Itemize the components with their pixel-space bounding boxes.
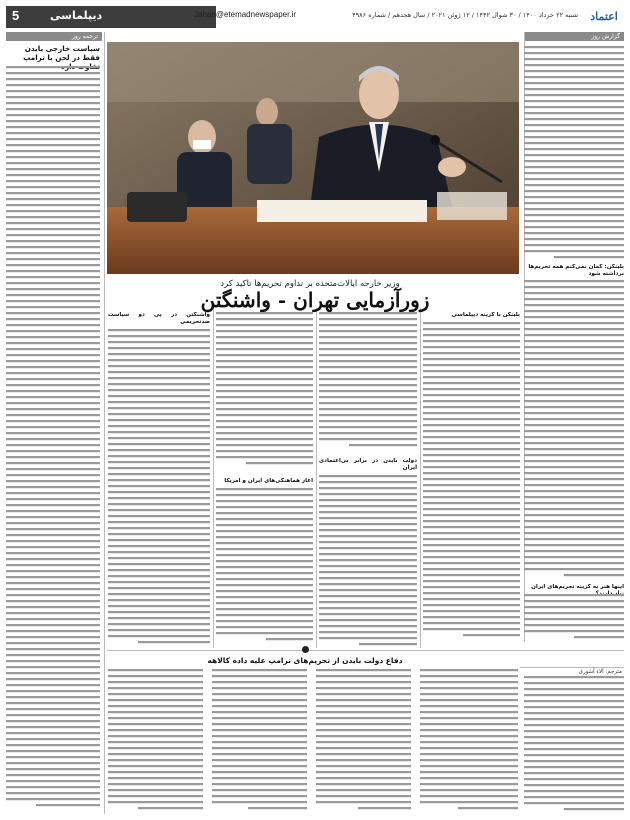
right-subhead: اینها هنر به گزینه تحریم‌های ایران: [531, 584, 624, 590]
right-column-body-bottom: [524, 594, 624, 644]
center-text-lines: [423, 322, 520, 642]
section-email: Jahan@etemadnewspaper.ir: [194, 10, 296, 19]
bullet-marker: [302, 646, 309, 653]
center-text-lines: [319, 475, 417, 646]
center-subhead: بلینکن با گزینه دیپلماسی: [451, 312, 520, 318]
right-column-text-lines: [524, 594, 624, 644]
column-rule: [213, 308, 214, 648]
column-rule: [104, 32, 105, 814]
right-column-body-top: [524, 46, 624, 260]
left-story-title: سیاست خارجی بایدن فقط در لحن با ترامپ: [23, 44, 100, 62]
left-column-label: ترجمه روز: [72, 33, 98, 40]
section-divider: [107, 650, 624, 651]
right-subhead: بلینکن: گمان نمی‌کنم همه تحریم‌ها برداشته شود: [528, 264, 624, 277]
left-column-bar: [6, 32, 102, 41]
center-text-lines: [216, 488, 313, 646]
right-column-text-lines: [524, 280, 624, 580]
center-col-1: [423, 312, 520, 646]
bottom-story-body: [108, 669, 518, 814]
center-subhead: دولت بایدن در برابر بی‌اعتمادی ایران: [319, 458, 417, 472]
translator-credit: مترجم: آلاء آشوری: [578, 669, 622, 675]
center-subhead: آغاز هماهنگی‌های ایران و آمریکا: [224, 478, 313, 485]
center-subhead: واشنگتن در پی دو سیاست ضدتحریمی: [108, 312, 210, 325]
bottom-story-text-lines: [108, 669, 518, 814]
column-rule: [420, 308, 421, 648]
section-title: دیپلماسی: [50, 9, 103, 22]
right-column-bar: [524, 32, 624, 41]
bottom-right-body: [524, 676, 624, 814]
center-col-4: [108, 312, 210, 646]
center-col-2: [319, 312, 417, 646]
bottom-story-title: دفاع دولت بایدن از تحریم‌های ترامپ علیه داده کالاهه: [207, 656, 403, 665]
section-divider: [520, 667, 624, 668]
center-col-3: [216, 312, 313, 646]
page-number: 5: [12, 8, 20, 23]
right-column-text-lines: [524, 46, 624, 260]
right-column-body-mid: [524, 280, 624, 580]
issue-date: شنبه ۲۲ خرداد ۱۴۰۰ / ۳۰ شوال ۱۴۴۲ / ۱۲ ژوئن ۲۰۲۱ / سال هجدهم / شماره ۴۹۸۶: [352, 11, 578, 19]
right-column-label: گزارش روز: [591, 33, 620, 40]
hearing-photo-illustration: [107, 42, 519, 274]
newspaper-logo: اعتماد: [590, 9, 618, 23]
main-kicker: وزیر خارجه ایالات‌متحده بر تداوم تحریم‌ها تاکید کرد: [220, 279, 400, 289]
center-text-lines: [216, 312, 313, 472]
left-story-body: [6, 66, 100, 814]
left-story-text-lines: [6, 66, 100, 814]
center-text-lines: [108, 329, 210, 646]
bottom-right-text-lines: [524, 676, 624, 814]
news-photo: [107, 42, 519, 274]
center-text-lines: [319, 312, 417, 452]
masthead: [6, 6, 624, 28]
section-band: [6, 6, 216, 28]
column-rule: [316, 308, 317, 648]
main-headline: زورآزمایی تهران - واشنگتن: [200, 288, 430, 312]
